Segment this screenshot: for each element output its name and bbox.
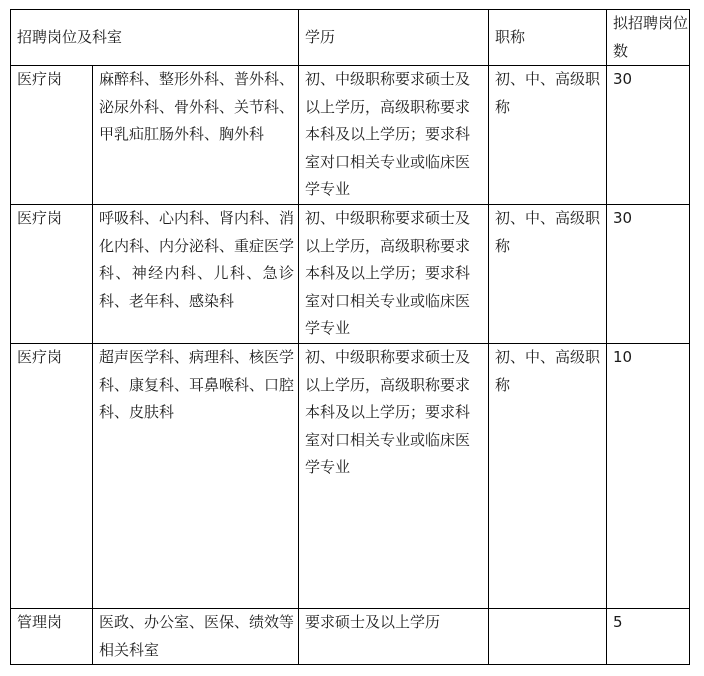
- table-header-row: [11, 10, 690, 66]
- departments-cell: 麻醉科、整形外科、普外科、泌尿外科、骨外科、关节科、甲乳疝肛肠外科、胸外科: [93, 66, 299, 205]
- education-cell: 初、中级职称要求硕士及以上学历，高级职称要求本科及以上学历；要求科室对口相关专业或临床医学专业: [299, 344, 489, 609]
- education-cell: 初、中级职称要求硕士及以上学历，高级职称要求本科及以上学历；要求科室对口相关专业或临床医学专业: [299, 205, 489, 344]
- position-cell: 医疗岗: [11, 66, 93, 205]
- education-cell: 要求硕士及以上学历: [299, 609, 489, 665]
- quota-cell: 30: [607, 205, 690, 344]
- position-cell: 医疗岗: [11, 344, 93, 609]
- quota-cell: 5: [607, 609, 690, 665]
- position-cell: 医疗岗: [11, 205, 93, 344]
- quota-cell: 30: [607, 66, 690, 205]
- header-professional-title: 职称: [489, 10, 607, 66]
- professional-title-cell: [489, 609, 607, 665]
- header-education: 学历: [299, 10, 489, 66]
- professional-title-cell: 初、中、高级职称: [489, 344, 607, 609]
- professional-title-cell: 初、中、高级职称: [489, 66, 607, 205]
- table-row: [11, 344, 690, 609]
- position-cell: 管理岗: [11, 609, 93, 665]
- departments-cell: 医政、办公室、医保、绩效等相关科室: [93, 609, 299, 665]
- quota-cell: 10: [607, 344, 690, 609]
- table-row: [11, 205, 690, 344]
- table-row: [11, 609, 690, 665]
- header-planned-quota: 拟招聘岗位数: [607, 10, 690, 66]
- professional-title-cell: 初、中、高级职称: [489, 205, 607, 344]
- education-cell: 初、中级职称要求硕士及以上学历，高级职称要求本科及以上学历；要求科室对口相关专业或临床医学专业: [299, 66, 489, 205]
- departments-cell: 超声医学科、病理科、核医学科、康复科、耳鼻喉科、口腔科、皮肤科: [93, 344, 299, 609]
- header-position-and-department: 招聘岗位及科室: [11, 10, 299, 66]
- recruitment-table: [10, 9, 690, 665]
- departments-cell: 呼吸科、心内科、肾内科、消化内科、内分泌科、重症医学科、神经内科、儿科、急诊科、老年科、感染科: [93, 205, 299, 344]
- table-row: [11, 66, 690, 205]
